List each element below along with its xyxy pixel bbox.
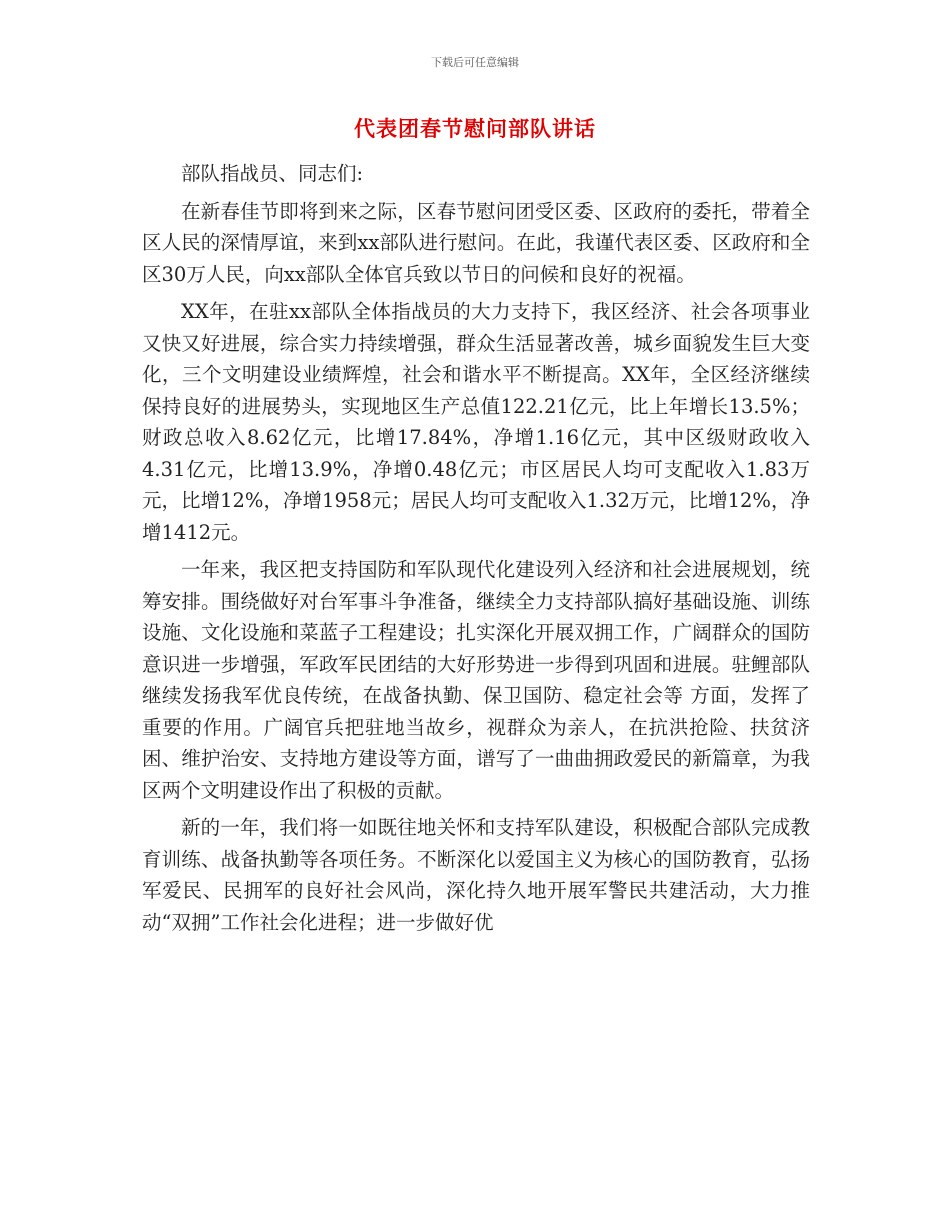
paragraph-new-year: 新的一年，我们将一如既往地关怀和支持军队建设，积极配合部队完成教育训练、战备执勤等各项任务。不断深化以爱国主义为核心的国防教育，弘扬军爱民、民拥军的良好社会风尚，深化持久地开展军警民共建活动，大力推动“双拥”工作社会化进程；进一步做好优 — [142, 816, 810, 934]
paragraph-intro: 在新春佳节即将到来之际，区春节慰问团受区委、区政府的委托，带着全区人民的深情厚谊，来到xx部队进行慰问。在此，我谨代表区委、区政府和全区30万人民，向xx部队全体官兵致以节日的问候和良好的祝福。 — [142, 199, 810, 286]
paragraph-achievements: XX年，在驻xx部队全体指战员的大力支持下，我区经济、社会各项事业又快又好进展，综合实力持续增强，群众生活显著改善，城乡面貌发生巨大变化，三个文明建设业绩辉煌，社会和谐水平不断提高。XX年，全区经济继续保持良好的进展势头，实现地区生产总值122.21亿元，比上年增长13.5%；财政总收入8.62亿元，比增17.84%，净增1.16亿元，其中区级财政收入4.31亿元，比增13.9%，净增0.48亿元；市区居民人均可支配收入1.83万元，比增12%，净增1958元；居民人均可支配收入1.32万元，比增12%，净增1412元。 — [142, 300, 810, 544]
page-header-note: 下载后可任意编辑 — [431, 56, 519, 69]
document-body — [142, 158, 810, 944]
paragraph-support: 一年来，我区把支持国防和军队现代化建设列入经济和社会进展规划，统筹安排。围绕做好对台军事斗争准备，继续全力支持部队搞好基础设施、训练设施、文化设施和菜蓝子工程建设；扎实深化开展双拥工作，广阔群众的国防意识进一步增强，军政军民团结的大好形势进一步得到巩固和进展。驻鲤部队继续发扬我军优良传统，在战备执勤、保卫国防、稳定社会等 方面，发挥了重要的作用。广阔官兵把驻地当故乡，视群众为亲人，在抗洪抢险、扶贫济困、维护治安、支持地方建设等方面，谱写了一曲曲拥政爱民的新篇章，为我区两个文明建设作出了积极的贡献。 — [142, 558, 810, 802]
salutation: 部队指战员、同志们: — [181, 162, 364, 185]
document-title: 代表团春节慰问部队讲话 — [354, 117, 596, 141]
